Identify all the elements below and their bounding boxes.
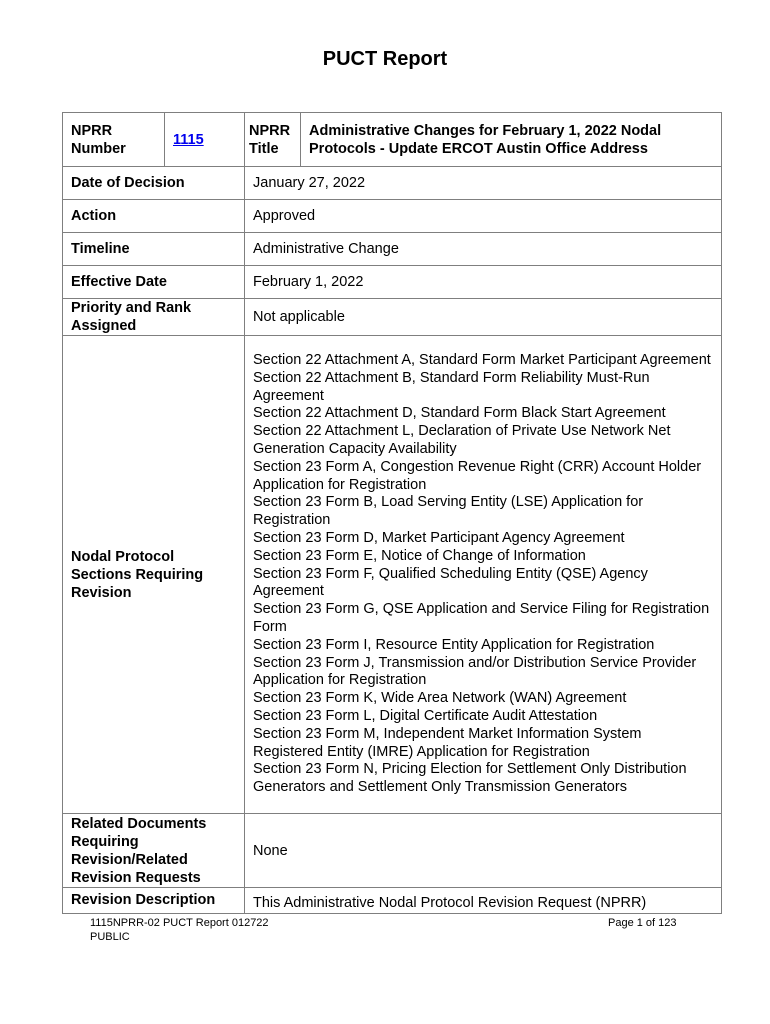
row-priority — [63, 299, 722, 336]
section-item: Section 22 Attachment L, Declaration of Private Use Network Net Generation Capacity Availability — [253, 423, 671, 458]
npr-number-link[interactable]: 1115 — [173, 131, 204, 148]
section-item: Section 23 Form L, Digital Certificate Audit Attestation — [253, 707, 598, 724]
footer-page-number: Page 1 of 123 — [608, 917, 677, 929]
sections-label: Nodal Protocol Sections Requiring Revision — [63, 336, 245, 814]
section-item: Section 23 Form B, Load Serving Entity (LSE) Application for Registration — [253, 494, 644, 529]
section-item: Section 23 Form K, Wide Area Network (WAN) Agreement — [253, 690, 627, 707]
row-revision-description — [63, 888, 722, 914]
section-item: Section 23 Form D, Market Participant Agency Agreement — [253, 530, 625, 546]
effective-date-label: Effective Date — [63, 266, 245, 299]
npr-title-label: NPRR Title — [245, 113, 301, 167]
row-date-of-decision — [63, 167, 722, 200]
section-item: Section 23 Form J, Transmission and/or Distribution Service Provider Application for Registration — [253, 654, 697, 689]
section-item: Section 23 Form I, Resource Entity Application for Registration — [253, 636, 655, 653]
npr-number-cell — [165, 113, 245, 167]
row-related-docs — [63, 814, 722, 888]
row-action — [63, 200, 722, 233]
priority-label: Priority and Rank Assigned — [63, 299, 245, 336]
footer-doc-id: 1115NPRR-02 PUCT Report 012722 — [90, 917, 269, 929]
date-of-decision-value: January 27, 2022 — [245, 167, 722, 200]
section-item: Section 23 Form N, Pricing Election for Settlement Only Distribution Generators and Settlement Only Transmission Generators — [253, 761, 687, 796]
npr-number-label: NPRR Number — [63, 113, 165, 167]
section-item: Section 23 Form A, Congestion Revenue Right (CRR) Account Holder Application for Registration — [253, 458, 702, 493]
section-item: Section 22 Attachment A, Standard Form Market Participant Agreement — [253, 352, 711, 369]
row-timeline — [63, 233, 722, 266]
section-item: Section 23 Form E, Notice of Change of Information — [253, 547, 586, 564]
section-item: Section 22 Attachment B, Standard Form Reliability Must-Run Agreement — [253, 369, 650, 404]
npr-title-value: Administrative Changes for February 1, 2022 Nodal Protocols - Update ERCOT Austin Office Address — [301, 113, 722, 167]
related-docs-label: Related Documents Requiring Revision/Related Revision Requests — [63, 814, 245, 888]
revision-desc-label: Revision Description — [63, 888, 245, 914]
page-title: PUCT Report — [322, 48, 448, 70]
action-label: Action — [63, 200, 245, 233]
row-effective-date — [63, 266, 722, 299]
section-item: Section 22 Attachment D, Standard Form Black Start Agreement — [253, 405, 666, 422]
effective-date-value: February 1, 2022 — [245, 266, 722, 299]
related-docs-value: None — [245, 814, 722, 888]
date-of-decision-label: Date of Decision — [63, 167, 245, 200]
section-item: Section 23 Form F, Qualified Scheduling Entity (QSE) Agency Agreement — [253, 565, 648, 600]
timeline-label: Timeline — [63, 233, 245, 266]
action-value: Approved — [245, 200, 722, 233]
row-sections — [63, 336, 722, 814]
section-item: Section 23 Form M, Independent Market Information System Registered Entity (IMRE) Application for Registration — [253, 725, 642, 760]
section-item: Section 23 Form G, QSE Application and Service Filing for Registration Form — [253, 601, 710, 635]
revision-desc-value: This Administrative Nodal Protocol Revision Request (NPRR) — [245, 888, 722, 914]
row-npr-number — [63, 113, 722, 167]
report-table — [62, 112, 722, 914]
footer-classification: PUBLIC — [90, 931, 130, 943]
priority-value: Not applicable — [245, 299, 722, 336]
sections-list — [245, 336, 722, 814]
timeline-value: Administrative Change — [245, 233, 722, 266]
footer-left — [90, 916, 269, 944]
